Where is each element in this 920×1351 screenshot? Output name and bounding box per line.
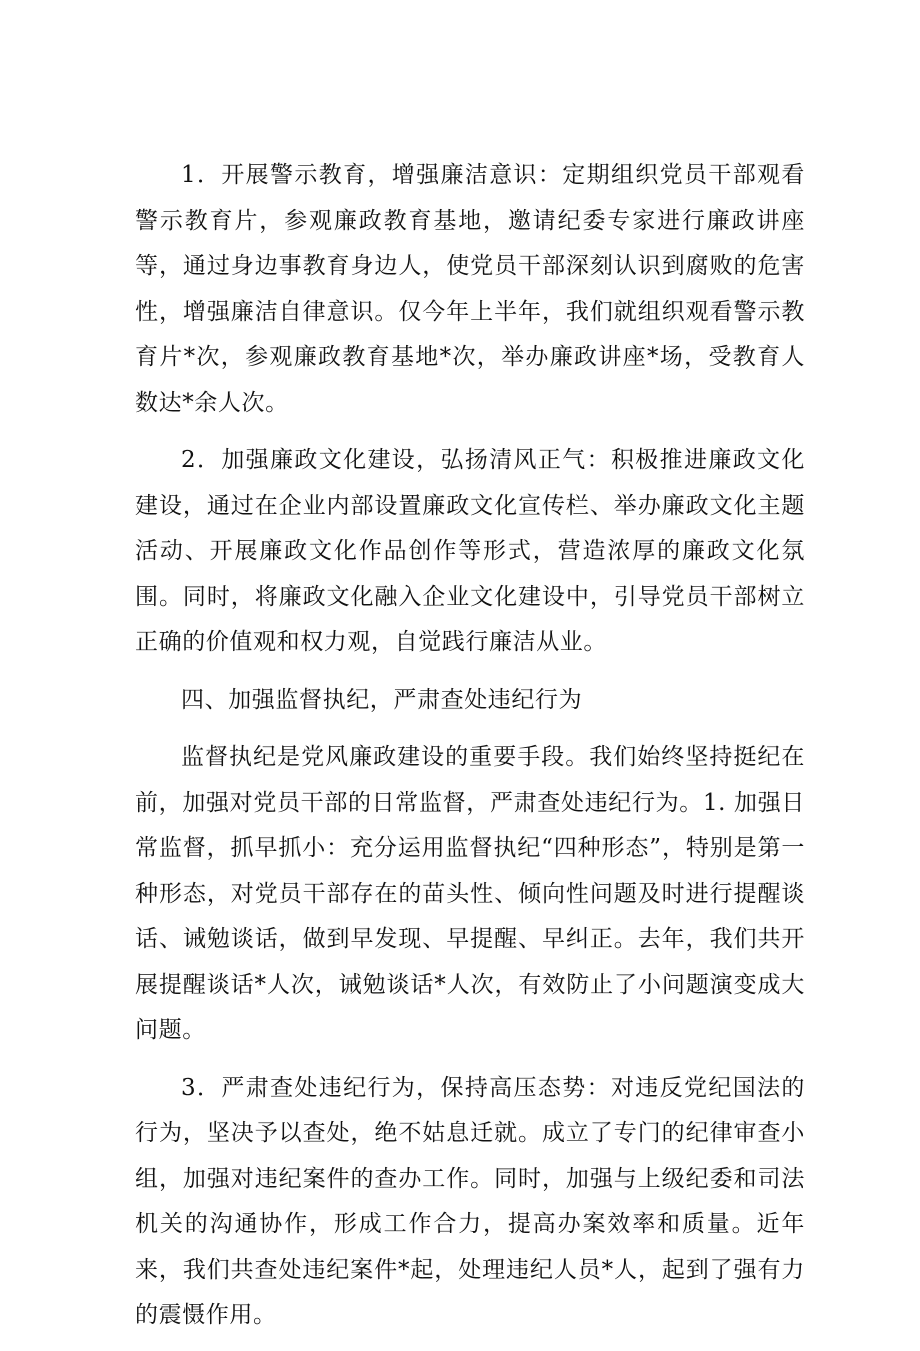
paragraph-daily-supervision: 监督执纪是党风廉政建设的重要手段。我们始终坚持挺纪在前，加强对党员干部的日常监督，严肃查处违纪行为。1. 加强日常监督，抓早抓小：充分运用监督执纪“四种形态”，特别是第一种形态，对党员干部存在的苗头性、倾向性问题及时进行提醒谈话、诫勉谈话，做到早发现、早提醒、早纠正。去年，我们共开展提醒谈话*人次，诫勉谈话*人次，有效防止了小问题演变成大问题。 — [135, 744, 805, 1043]
paragraph-investigate-violations: 3．严肃查处违纪行为，保持高压态势：对违反党纪国法的行为，坚决予以查处，绝不姑息迁就。成立了专门的纪律审查小组，加强对违纪案件的查办工作。同时，加强与上级纪委和司法机关的沟通协作，形成工作合力，提高办案效率和质量。近年来，我们共查处违纪案件*起，处理违纪人员*人，起到了强有力的震慑作用。 — [135, 1074, 805, 1328]
section-heading-supervision: 四、加强监督执纪，严肃查处违纪行为 — [181, 686, 583, 713]
paragraph-integrity-culture: 2．加强廉政文化建设，弘扬清风正气：积极推进廉政文化建设，通过在企业内部设置廉政文化宣传栏、举办廉政文化主题活动、开展廉政文化作品创作等形式，营造浓厚的廉政文化氛围。同时，将廉政文化融入企业文化建设中，引导党员干部树立正确的价值观和权力观，自觉践行廉洁从业。 — [135, 447, 805, 655]
document-body — [135, 153, 805, 1351]
paragraph-warning-education: 1．开展警示教育，增强廉洁意识：定期组织党员干部观看警示教育片，参观廉政教育基地，邀请纪委专家进行廉政讲座等，通过身边事教育身边人，使党员干部深刻认识到腐败的危害性，增强廉洁自律意识。仅今年上半年，我们就组织观看警示教育片*次，参观廉政教育基地*次，举办廉政讲座*场，受教育人数达*余人次。 — [135, 162, 805, 416]
